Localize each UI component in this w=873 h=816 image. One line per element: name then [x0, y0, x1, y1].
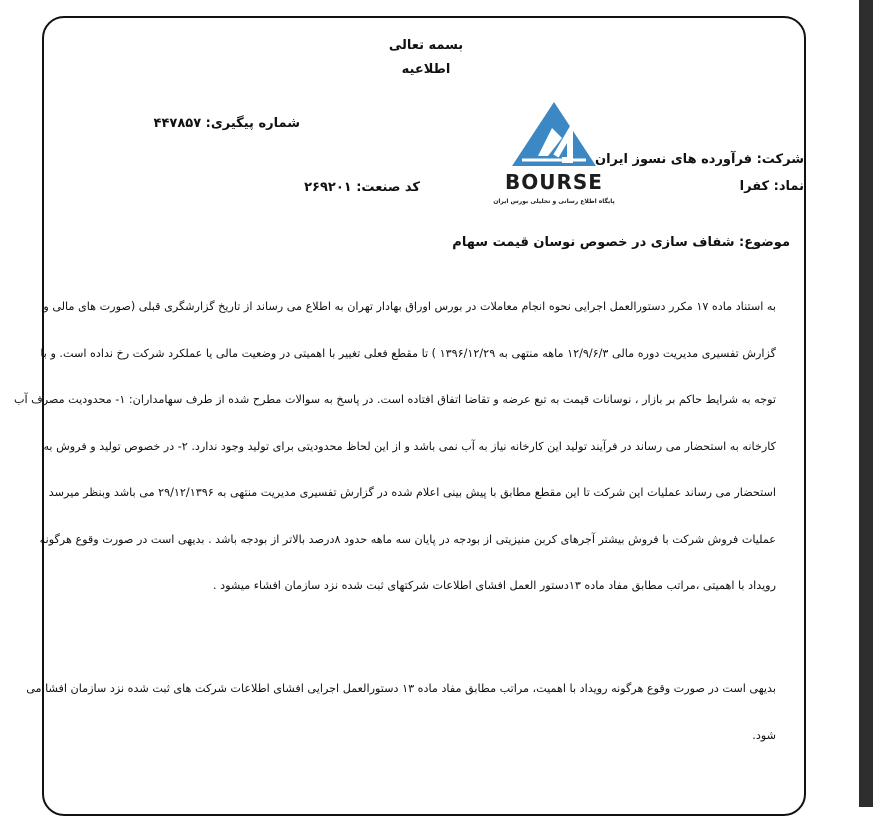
body-line: توجه به شرایط حاکم بر بازار ، نوسانات قیمت به تبع عرضه و تقاضا اتفاق افتاده است. در پاسخ به سوالات مطرح شده از طرف سهامداران: ۱- محدودیت مصرف آب	[13, 393, 776, 406]
body-line: به استناد ماده ۱۷ مکرر دستورالعمل اجرایی نحوه انجام معاملات در بورس اوراق بهادار تهران به اطلاع می رساند از تاریخ گزارشگری قبلی (صورت های مالی و	[43, 300, 776, 313]
subject-line: موضوع: شفاف سازی در خصوص نوسان قیمت سهام	[452, 235, 790, 250]
body-line: گزارش تفسیری مدیریت دوره مالی ۱۲/۹/۶/۳ ماهه منتهی به ۱۳۹۶/۱۲/۲۹ ) تا مقطع فعلی تغییر با اهمیتی در وضعیت مالی یا عملکرد شرکت رخ نداده است. و با	[40, 346, 776, 360]
body-line: عملیات فروش شرکت با فروش بیشتر آجرهای کربن منیزیتی از بودجه در پایان سه ماهه حدود ۸درصد بالاتر از بودجه باشد . بدیهی است در صورت وقوع هرگونه	[39, 532, 776, 546]
body-line: بدیهی است در صورت وقوع هرگونه رویداد با اهمیت، مراتب مطابق مفاد ماده ۱۳ دستورالعمل اجرایی افشای اطلاعات شرکت های ثبت شده نزد سازمان افشا می	[26, 682, 776, 695]
body-paragraph-1	[13, 296, 776, 622]
window-scrollbar[interactable]	[859, 0, 873, 807]
body-line: استحضار می رساند عملیات این شرکت تا این مقطع مطابق با پیش بینی اعلام شده در گزارش تفسیری مدیریت منتهی به ۲۹/۱۲/۱۳۹۶ می باشد وبنظر میرسد	[48, 486, 776, 499]
announcement-page	[13, 16, 806, 816]
body-line: شود.	[752, 728, 776, 742]
announcement-heading: اطلاعیه	[401, 62, 451, 77]
body-line: کارخانه به استحضار می رساند در فرآیند تولید این کارخانه نیاز به آب نمی باشد و از این لحاظ محدودیتی برای تولید وجود ندارد. ۲- در خصوص تولید و فروش به	[43, 439, 776, 453]
bismillah-heading: بسمه تعالی	[388, 38, 464, 53]
industry-code: کد صنعت: ۲۶۹۲۰۱	[304, 180, 420, 195]
stock-symbol: نماد: کفرا	[739, 179, 804, 194]
body-paragraph-2	[26, 678, 776, 771]
logo-subtext: پایگاه اطلاع رسانی و تحلیلی بورس ایران	[493, 198, 615, 205]
tracking-number: شماره پیگیری: ۴۴۷۸۵۷	[153, 116, 300, 131]
bourse24-logo-icon	[492, 98, 616, 210]
logo-wordmark: BOURSE	[505, 170, 603, 194]
company-name: شرکت: فرآورده های نسوز ایران	[595, 152, 804, 167]
body-line: رویداد با اهمیتی ،مراتب مطابق مفاد ماده ۱۳دستور العمل افشای اطلاعات شرکتهای ثبت شده نزد سازمان افشاء میشود .	[213, 579, 776, 592]
